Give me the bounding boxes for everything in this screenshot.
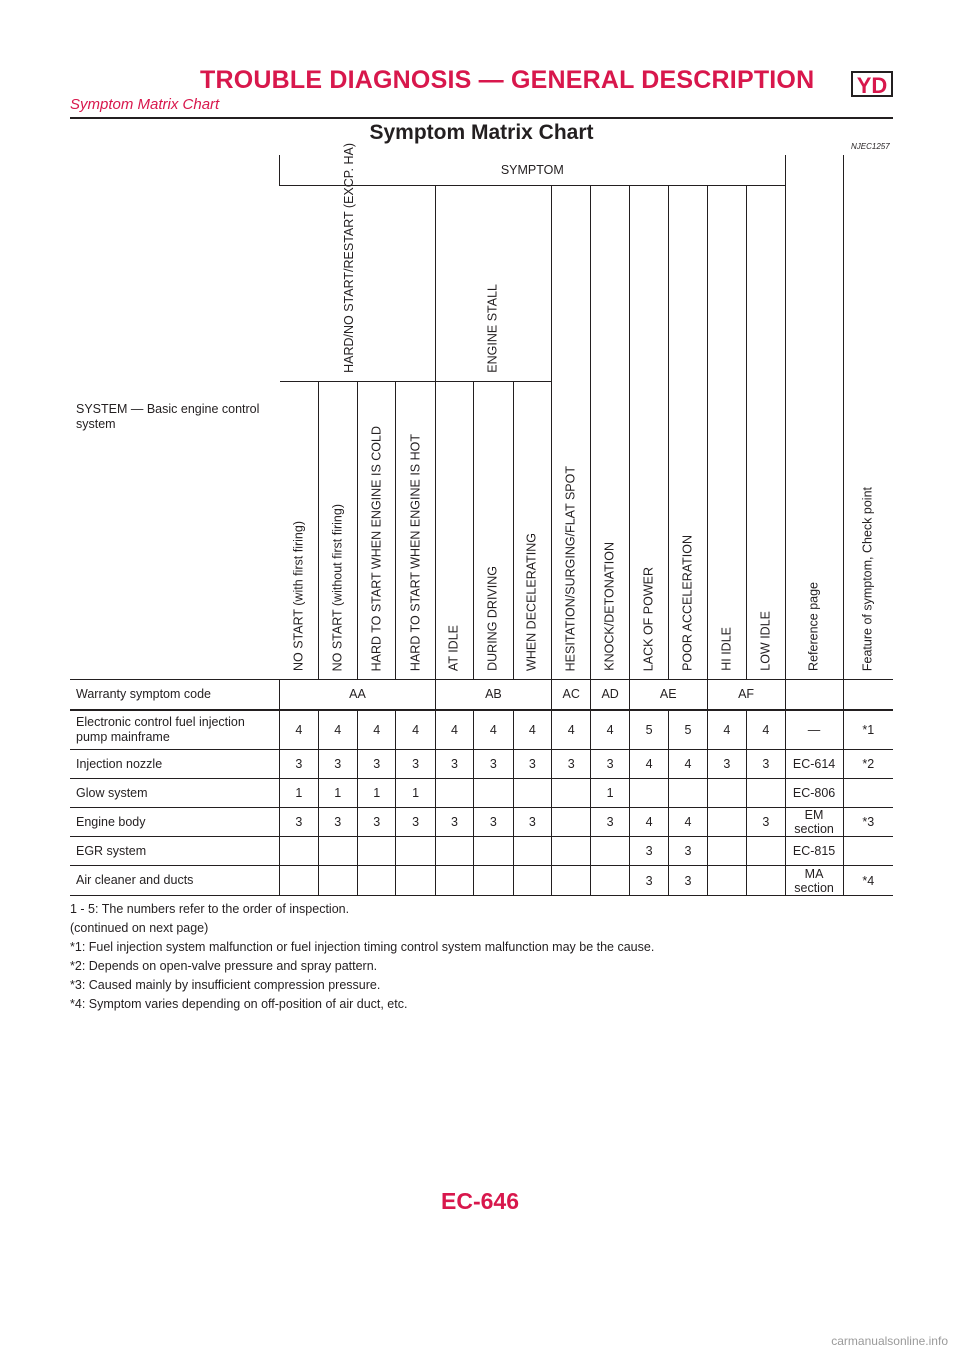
inspection-order-cell: 4: [435, 710, 473, 750]
inspection-order-cell: 3: [591, 808, 629, 837]
inspection-order-cell: 1: [318, 779, 357, 808]
inspection-order-cell: 4: [280, 710, 318, 750]
inspection-order-cell: 3: [513, 808, 551, 837]
feature-cell: *1: [843, 710, 893, 750]
inspection-order-cell: 4: [591, 710, 629, 750]
inspection-order-cell: 4: [552, 710, 591, 750]
col-header-5: [474, 382, 513, 680]
col-header-4: [435, 382, 473, 680]
inspection-order-cell: 5: [669, 710, 707, 750]
warranty-code: AA: [280, 680, 436, 710]
col-header-9: [629, 186, 668, 680]
inspection-order-cell: 3: [747, 808, 785, 837]
reference-page-cell: EC-815: [785, 837, 843, 866]
col-header-text: LACK OF POWER: [641, 566, 656, 671]
reference-page-header-text: Reference page: [806, 582, 821, 671]
inspection-order-cell: 4: [669, 750, 707, 779]
inspection-order-cell: [280, 837, 318, 866]
col-header-10: [669, 186, 707, 680]
table-row: [70, 837, 893, 866]
page-header-title: TROUBLE DIAGNOSIS — GENERAL DESCRIPTION: [200, 66, 815, 94]
inspection-order-cell: 3: [396, 808, 435, 837]
col-header-11: [707, 186, 746, 680]
inspection-order-cell: 4: [396, 710, 435, 750]
inspection-order-cell: [669, 779, 707, 808]
col-header-text: LOW IDLE: [758, 611, 773, 671]
watermark: carmanualsonline.info: [831, 1334, 948, 1348]
inspection-order-cell: [513, 866, 551, 896]
inspection-order-cell: [707, 779, 746, 808]
inspection-order-cell: [591, 837, 629, 866]
footnote: (continued on next page): [70, 921, 209, 935]
empty-cell: [785, 680, 843, 710]
row-label: Glow system: [70, 779, 280, 808]
col-header-8: [591, 186, 629, 680]
row-label: Engine body: [70, 808, 280, 837]
inspection-order-cell: [552, 866, 591, 896]
inspection-order-cell: [552, 779, 591, 808]
inspection-order-cell: [747, 866, 785, 896]
inspection-order-cell: [318, 837, 357, 866]
inspection-order-cell: 1: [280, 779, 318, 808]
inspection-order-cell: 3: [318, 750, 357, 779]
table-row: [70, 866, 893, 896]
group-hard-start: [280, 143, 436, 382]
reference-page-cell: —: [785, 710, 843, 750]
table-row: [70, 750, 893, 779]
empty-cell: [843, 680, 893, 710]
inspection-order-cell: 3: [357, 750, 395, 779]
inspection-order-cell: [474, 837, 513, 866]
inspection-order-cell: 4: [318, 710, 357, 750]
inspection-order-cell: 4: [629, 750, 668, 779]
reference-page-cell: EM section: [785, 808, 843, 837]
inspection-order-cell: 3: [357, 808, 395, 837]
footnote: *1: Fuel injection system malfunction or fuel injection timing control system malfunction may be the cause.: [70, 940, 655, 954]
inspection-order-cell: [552, 808, 591, 837]
reference-page-cell: EC-614: [785, 750, 843, 779]
table-row: [70, 808, 893, 837]
col-header-1: [318, 382, 357, 680]
warranty-code: AC: [552, 680, 591, 710]
col-header-12: [747, 186, 785, 680]
inspection-order-cell: [707, 837, 746, 866]
col-header-text: KNOCK/DETONATION: [602, 542, 617, 671]
group-engine-stall-text: ENGINE STALL: [485, 284, 500, 373]
inspection-order-cell: 3: [435, 808, 473, 837]
inspection-order-cell: 3: [629, 866, 668, 896]
inspection-order-cell: 3: [747, 750, 785, 779]
reference-page-cell: EC-806: [785, 779, 843, 808]
col-header-text: NO START (without first firing): [330, 503, 345, 671]
inspection-order-cell: [318, 866, 357, 896]
inspection-order-cell: [747, 837, 785, 866]
symptom-header: SYMPTOM: [280, 155, 785, 186]
inspection-order-cell: [357, 866, 395, 896]
inspection-order-cell: 3: [591, 750, 629, 779]
row-label: Injection nozzle: [70, 750, 280, 779]
footnote: *4: Symptom varies depending on off-position of air duct, etc.: [70, 997, 408, 1011]
inspection-order-cell: 1: [591, 779, 629, 808]
feature-cell: *4: [843, 866, 893, 896]
inspection-order-cell: 3: [435, 750, 473, 779]
header-divider: [70, 117, 893, 119]
col-header-6: [513, 382, 551, 680]
inspection-order-cell: 4: [747, 710, 785, 750]
reference-page-cell: MA section: [785, 866, 843, 896]
inspection-order-cell: 4: [474, 710, 513, 750]
inspection-order-cell: [707, 866, 746, 896]
matrix-body: [70, 710, 893, 896]
inspection-order-cell: 3: [474, 808, 513, 837]
col-header-text: AT IDLE: [446, 624, 461, 671]
col-header-2: [357, 382, 395, 680]
footnote: *3: Caused mainly by insufficient compression pressure.: [70, 978, 381, 992]
feature-cell: [843, 837, 893, 866]
inspection-order-cell: [707, 808, 746, 837]
inspection-order-cell: 3: [318, 808, 357, 837]
inspection-order-cell: [435, 779, 473, 808]
warranty-code: AF: [707, 680, 785, 710]
inspection-order-cell: [747, 779, 785, 808]
col-header-text: HI IDLE: [719, 627, 734, 671]
footnote: *2: Depends on open-valve pressure and spray pattern.: [70, 959, 378, 973]
inspection-order-cell: 3: [513, 750, 551, 779]
inspection-order-cell: 3: [396, 750, 435, 779]
group-hard-start-text: HARD/NO START/RESTART (EXCP. HA): [342, 143, 357, 373]
inspection-order-cell: [552, 837, 591, 866]
inspection-order-cell: 1: [396, 779, 435, 808]
inspection-order-cell: 4: [357, 710, 395, 750]
inspection-order-cell: 3: [669, 837, 707, 866]
footnote: 1 - 5: The numbers refer to the order of inspection.: [70, 902, 350, 916]
feature-cell: *3: [843, 808, 893, 837]
inspection-order-cell: [513, 779, 551, 808]
page-header-subtitle: Symptom Matrix Chart: [70, 96, 220, 113]
col-header-text: NO START (with first firing): [291, 520, 306, 671]
inspection-order-cell: [474, 866, 513, 896]
engine-code-badge: YD: [851, 71, 893, 97]
table-row: [70, 779, 893, 808]
col-header-text: HARD TO START WHEN ENGINE IS COLD: [369, 425, 384, 671]
inspection-order-cell: [513, 837, 551, 866]
inspection-order-cell: [474, 779, 513, 808]
feature-cell: *2: [843, 750, 893, 779]
inspection-order-cell: [396, 866, 435, 896]
feature-cell: [843, 779, 893, 808]
reference-page-header: [785, 155, 843, 680]
system-header-text: SYSTEM — Basic engine control system: [76, 402, 260, 431]
col-header-text: DURING DRIVING: [485, 566, 500, 671]
warranty-label: Warranty symptom code: [70, 680, 280, 710]
group-engine-stall: [435, 186, 551, 382]
inspection-order-cell: 3: [280, 808, 318, 837]
inspection-order-cell: [591, 866, 629, 896]
inspection-order-cell: 1: [357, 779, 395, 808]
feature-header: [843, 155, 893, 680]
inspection-order-cell: 3: [280, 750, 318, 779]
inspection-order-cell: [357, 837, 395, 866]
table-row: [70, 710, 893, 750]
inspection-order-cell: [435, 866, 473, 896]
inspection-order-cell: [396, 837, 435, 866]
warranty-code: AE: [629, 680, 707, 710]
col-header-text: HARD TO START WHEN ENGINE IS HOT: [408, 433, 423, 671]
col-header-3: [396, 382, 435, 680]
row-label: Air cleaner and ducts: [70, 866, 280, 896]
col-header-7: [552, 186, 591, 680]
col-header-text: HESITATION/SURGING/FLAT SPOT: [563, 465, 578, 671]
inspection-order-cell: 3: [629, 837, 668, 866]
inspection-order-cell: [435, 837, 473, 866]
inspection-order-cell: 3: [669, 866, 707, 896]
inspection-order-cell: [629, 779, 668, 808]
inspection-order-cell: 4: [707, 710, 746, 750]
inspection-order-cell: [280, 866, 318, 896]
inspection-order-cell: 4: [513, 710, 551, 750]
section-code: NJEC1257: [851, 142, 890, 151]
system-header: [70, 155, 280, 680]
row-label: EGR system: [70, 837, 280, 866]
section-title: Symptom Matrix Chart: [369, 121, 594, 144]
inspection-order-cell: 3: [474, 750, 513, 779]
inspection-order-cell: 5: [629, 710, 668, 750]
col-header-0: [280, 382, 318, 680]
footnotes: [70, 900, 654, 1014]
col-header-text: WHEN DECELERATING: [524, 533, 539, 671]
inspection-order-cell: 3: [552, 750, 591, 779]
inspection-order-cell: 4: [669, 808, 707, 837]
inspection-order-cell: 4: [629, 808, 668, 837]
row-label: Electronic control fuel injection pump mainframe: [70, 710, 280, 750]
page-number: EC-646: [441, 1188, 519, 1214]
warranty-code: AB: [435, 680, 551, 710]
col-header-text: POOR ACCELERATION: [680, 535, 695, 671]
warranty-code: AD: [591, 680, 629, 710]
inspection-order-cell: 3: [707, 750, 746, 779]
feature-header-text: Feature of symptom, Check point: [860, 486, 875, 671]
